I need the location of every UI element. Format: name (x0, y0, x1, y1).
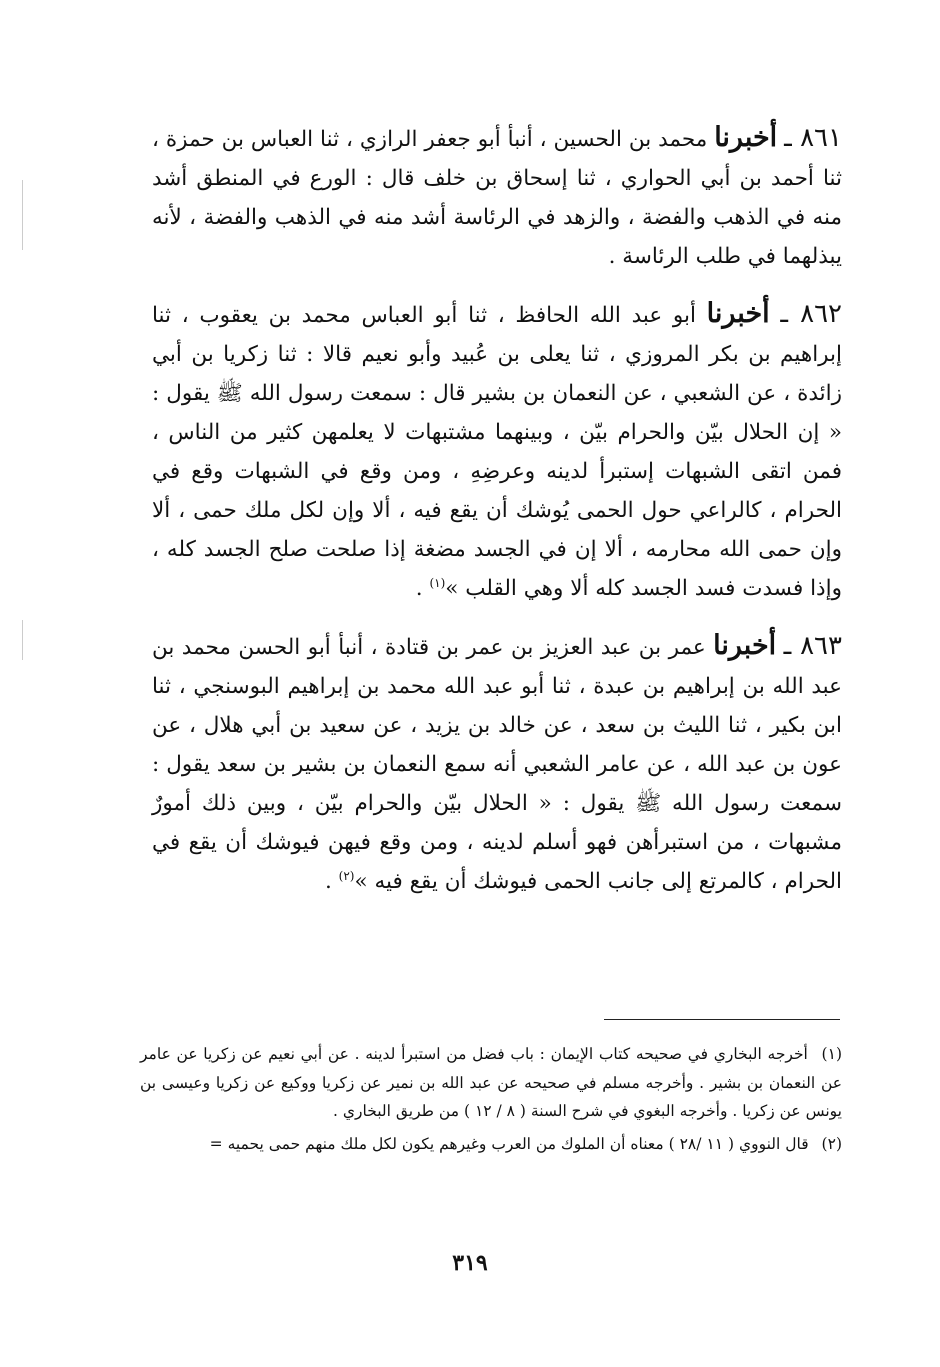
footnote-text: قال النووي ( ١١ /٢٨ ) معناه أن الملوك من العرب وغيرهم يكون لكل ملك منهم حمى يحميه = (209, 1134, 809, 1153)
entry-862: ٨٦٢ ـ أخبرنا أبو عبد الله الحافظ ، ثنا أبو العباس محمد بن يعقوب ، ثنا إبراهيم بن بكر المروزي ، ثنا يعلى بن عُبيد وأبو نعيم قالا : ثنا زكريا بن أبي زائدة ، عن الشعبي ، عن النعمان بن بشير قال : سمعت رسول الله ﷺ يقول : « إن الحلال بيّن والحرام بيّن ، وبينهما مشتبهات لا يعلمهن كثير من الناس ، فمن اتقى الشبهات إستبرأ لدينه وعرضِهِ ، ومن وقع في الشبهات وقع في الحرام ، كالراعي حول الحمى يُوشك أن يقع فيه ، ألا وإن لكل ملك حمى ، ألا وإن حمى الله محارمه ، ألا إن في الجسد مضغة إذا صلحت صلح الجسد كله ، وإذا فسدت فسد الجسد كله ألا وهي القلب »$^{(١)}$ . (152, 298, 843, 601)
footnote-ref: (١) (429, 575, 446, 590)
entry-number: ٨٦٣ ـ (783, 631, 842, 661)
footnote-1 (140, 1040, 842, 1126)
entry-863: ٨٦٣ ـ أخبرنا عمر بن عبد العزيز بن عمر بن قتادة ، أنبأ أبو الحسن محمد بن عبد الله بن إبراهيم بن عبدة ، ثنا أبو عبد الله محمد بن إبراهيم البوسنجي ، ثنا ابن بكير ، ثنا الليث بن سعد ، عن خالد بن يزيد ، عن سعيد بن أبي هلال ، عن عون بن عبد الله ، عن عامر الشعبي أنه سمع النعمان بن بشير بن سعد يقول : سمعت رسول الله ﷺ يقول : « الحلال بيّن والحرام بيّن ، وبين ذلك أمورٌ مشبهات ، من استبرأهن فهو أسلم لدينه ، ومن وقع فيهن فيوشك أن يقع في الحرام ، كالمرتع إلى جانب الحمى فيوشك أن يقع فيه »$^{(٢)}$ . (152, 630, 842, 894)
entry-number: ٨٦١ ـ (784, 123, 842, 153)
entry-keyword: أخبرنا (714, 122, 778, 153)
scan-edge-mark (22, 620, 23, 660)
hadith-entries (152, 118, 842, 919)
footnotes (140, 1040, 842, 1162)
footnote-text: أخرجه البخاري في صحيحه كتاب الإيمان : باب فضل من استبرأ لدينه . عن أبي نعيم عن زكريا عن عامر عن النعمان بن بشير . وأخرجه مسلم في صحيحه عن عبد الله بن نمير عن زكريا ووكيع عن زكريا وعيسى بن يونس عن زكريا . وأخرجه البغوي في شرح السنة ( ٨ / ١٢ ) من طريق البخاري . (140, 1045, 842, 1120)
scan-edge-mark (22, 180, 23, 250)
entry-keyword: أخبرنا (713, 630, 777, 661)
entry-861 (152, 118, 842, 276)
entry-text: أبو عبد الله الحافظ ، ثنا أبو العباس محمد بن يعقوب ، ثنا إبراهيم بن بكر المروزي ، ثنا يعلى بن عُبيد وأبو نعيم قالا : ثنا زكريا بن أبي زائدة ، عن الشعبي ، عن النعمان بن بشير قال : سمعت رسول الله ﷺ يقول : « إن الحلال بيّن والحرام بيّن ، وبينهما مشتبهات لا يعلمهن كثير من الناس ، فمن اتقى الشبهات إستبرأ لدينه وعرضِهِ ، ومن وقع في الشبهات وقع في الحرام ، كالراعي حول الحمى يُوشك أن يقع فيه ، ألا وإن لكل ملك حمى ، ألا وإن حمى الله محارمه ، ألا إن في الجسد مضغة إذا صلحت صلح الجسد كله ، وإذا فسدت فسد الجسد كله ألا وهي القلب » (152, 303, 842, 601)
footnote-2 (140, 1130, 842, 1159)
footnote-ref: (٢) (338, 868, 355, 883)
entry-keyword: أخبرنا (706, 298, 770, 329)
entry-number: ٨٦٢ ـ (780, 299, 843, 329)
footnote-number: (١) (821, 1045, 842, 1063)
entry-text: عمر بن عبد العزيز بن عمر بن قتادة ، أنبأ أبو الحسن محمد بن عبد الله بن إبراهيم بن عبدة ، ثنا أبو عبد الله محمد بن إبراهيم البوسنجي ، ثنا ابن بكير ، ثنا الليث بن سعد ، عن خالد بن يزيد ، عن سعيد بن أبي هلال ، عن عون بن عبد الله ، عن عامر الشعبي أنه سمع النعمان بن بشير بن سعد يقول : سمعت رسول الله ﷺ يقول : « الحلال بيّن والحرام بيّن ، وبين ذلك أمورٌ مشبهات ، من استبرأهن فهو أسلم لدينه ، ومن وقع فيهن فيوشك أن يقع في الحرام ، كالمرتع إلى جانب الحمى فيوشك أن يقع فيه » (152, 635, 842, 894)
footnote-separator (604, 1019, 840, 1020)
entry-text: محمد بن الحسين ، أنبأ أبو جعفر الرازي ، ثنا العباس بن حمزة ، ثنا أحمد بن أبي الحواري ، ثنا إسحاق بن خلف قال : الورع في المنطق أشد منه في الذهب والفضة ، والزهد في الرئاسة أشد منه في الذهب والفضة ، لأنه يبذلهما في طلب الرئاسة . (152, 127, 842, 269)
page-number: ٣١٩ (452, 1250, 488, 1276)
footnote-number: (٢) (821, 1134, 842, 1153)
